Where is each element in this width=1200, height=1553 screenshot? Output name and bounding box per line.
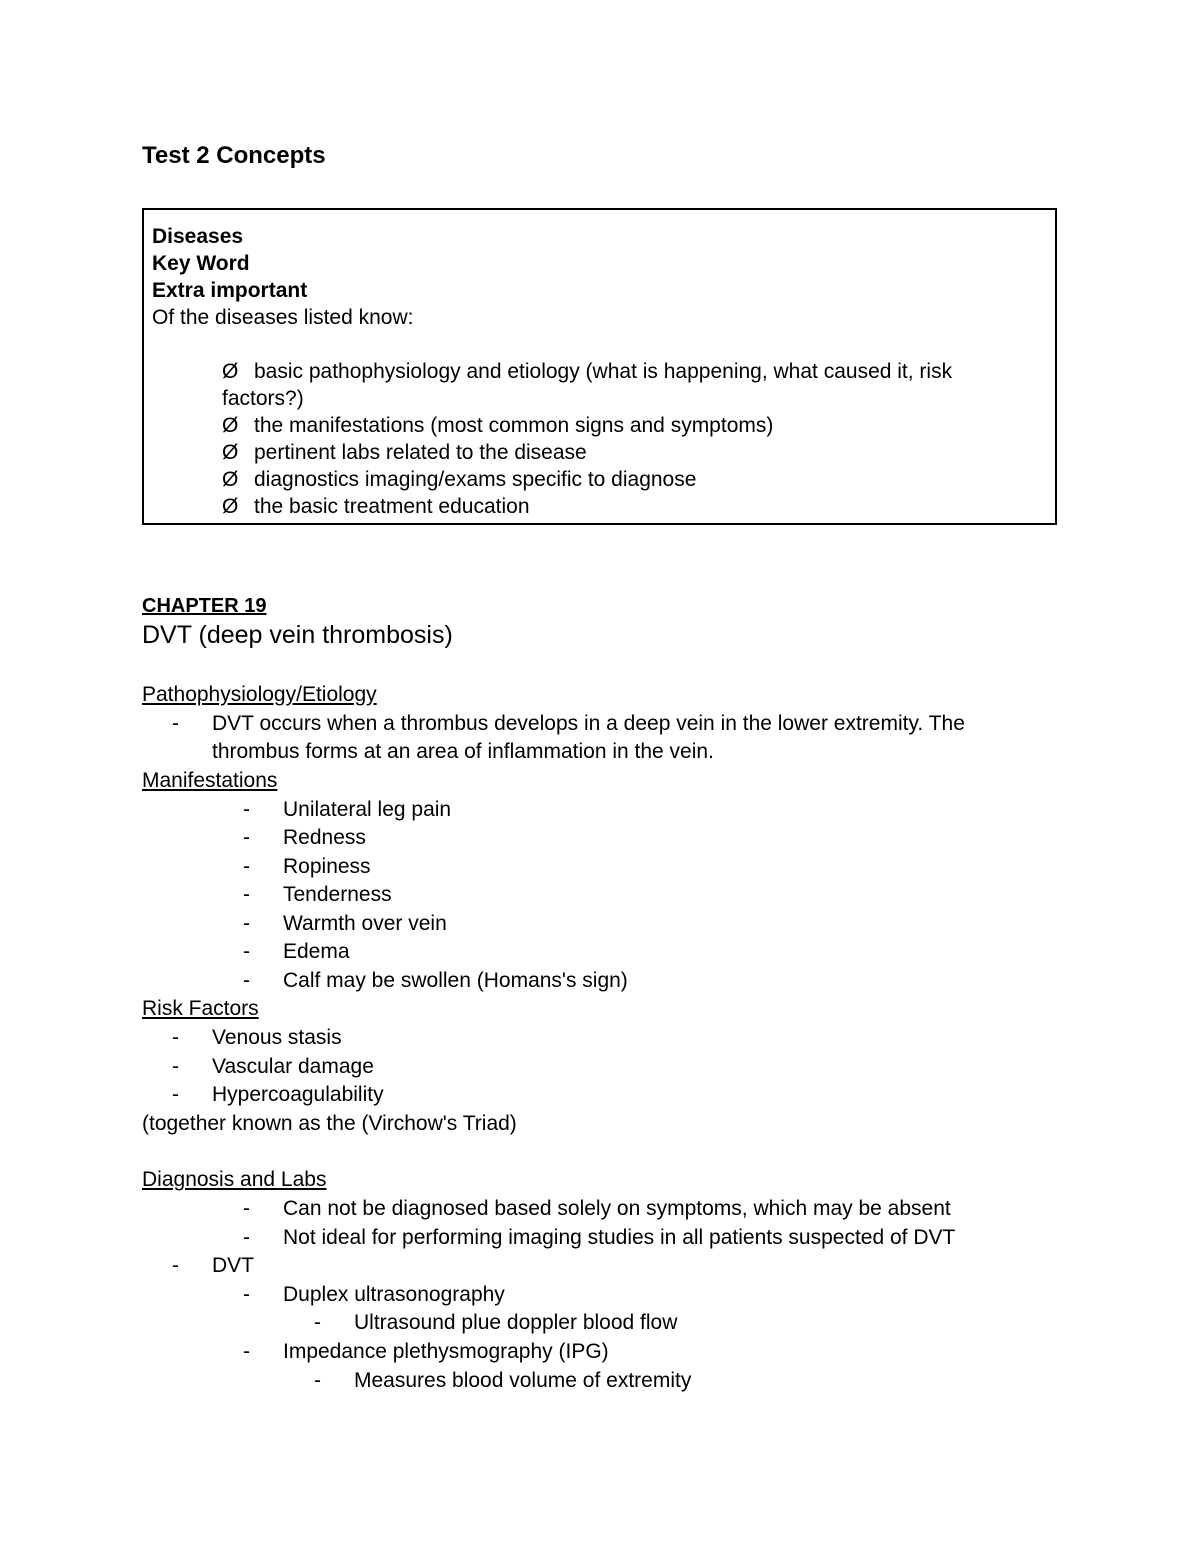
dash-bullet: - [243, 1226, 250, 1249]
list-item [172, 710, 965, 738]
list-item-text: Ropiness [283, 855, 371, 878]
list-item-text: Can not be diagnosed based solely on symptoms, which may be absent [283, 1197, 951, 1220]
list-item-text: Unilateral leg pain [283, 798, 452, 821]
list-item-text: Ultrasound plue doppler blood flow [354, 1311, 678, 1334]
disease-title: DVT (deep vein thrombosis) [142, 621, 453, 649]
empty-set-bullet-icon: Ø [222, 441, 239, 464]
empty-set-bullet-icon: Ø [222, 414, 239, 437]
list-item [172, 1024, 342, 1052]
list-item [314, 1367, 691, 1395]
list-item [314, 1309, 677, 1337]
dash-bullet: - [243, 1283, 250, 1306]
section-heading-pathophysiology: Pathophysiology/Etiology [142, 683, 377, 706]
criteria-item [222, 412, 773, 439]
list-item [243, 1281, 505, 1309]
dash-bullet: - [243, 1340, 250, 1363]
list-item-text: DVT occurs when a thrombus develops in a deep vein in the lower extremity. The [212, 712, 965, 735]
list-item [243, 824, 366, 852]
legend-intro: Of the diseases listed know: [152, 306, 414, 329]
dash-bullet: - [243, 912, 250, 935]
list-item-text: Duplex ultrasonography [283, 1283, 505, 1306]
criteria-text: the basic treatment education [254, 495, 530, 518]
section-heading-risk-factors: Risk Factors [142, 997, 259, 1020]
dash-bullet: - [243, 1197, 250, 1220]
criteria-item [222, 439, 587, 466]
list-item [243, 938, 350, 966]
list-item [243, 1195, 951, 1223]
dash-bullet: - [314, 1369, 321, 1392]
list-item-continuation: thrombus forms at an area of inflammation in the vein. [212, 740, 714, 763]
criteria-item [222, 358, 952, 385]
list-item-text: Edema [283, 940, 350, 963]
criteria-item [222, 493, 530, 520]
dash-bullet: - [243, 855, 250, 878]
criteria-text: factors?) [222, 387, 304, 410]
empty-set-bullet-icon: Ø [222, 360, 239, 383]
list-item-text: Vascular damage [212, 1055, 374, 1078]
list-item-text: Measures blood volume of extremity [354, 1369, 692, 1392]
legend-extra-important: Extra important [152, 279, 308, 302]
list-item [243, 796, 451, 824]
dash-bullet: - [243, 826, 250, 849]
list-item-text: Hypercoagulability [212, 1083, 384, 1106]
list-item-text: Warmth over vein [283, 912, 447, 935]
list-item-text: DVT [212, 1254, 254, 1277]
list-item-text: Redness [283, 826, 366, 849]
criteria-continuation [222, 385, 304, 412]
section-heading-manifestations: Manifestations [142, 769, 278, 792]
list-item [243, 910, 447, 938]
risk-note: (together known as the (Virchow's Triad) [142, 1112, 517, 1135]
section-heading-diagnosis-labs: Diagnosis and Labs [142, 1168, 327, 1191]
criteria-text: pertinent labs related to the disease [254, 441, 587, 464]
list-item-text: Calf may be swollen (Homans's sign) [283, 969, 628, 992]
legend-box [142, 208, 1057, 525]
list-item [243, 1224, 955, 1252]
dash-bullet: - [172, 1055, 179, 1078]
dash-bullet: - [172, 712, 179, 735]
list-item [243, 967, 628, 995]
dash-bullet: - [243, 940, 250, 963]
dash-bullet: - [172, 1254, 179, 1277]
dash-bullet: - [172, 1026, 179, 1049]
dash-bullet: - [243, 798, 250, 821]
empty-set-bullet-icon: Ø [222, 495, 239, 518]
legend-key-word: Key Word [152, 252, 250, 275]
chapter-heading: CHAPTER 19 [142, 595, 267, 617]
list-item-text: Impedance plethysmography (IPG) [283, 1340, 609, 1363]
list-item [172, 1081, 384, 1109]
list-item-text: Venous stasis [212, 1026, 342, 1049]
list-item [172, 1053, 374, 1081]
dash-bullet: - [314, 1311, 321, 1334]
dash-bullet: - [172, 1083, 179, 1106]
dash-bullet: - [243, 969, 250, 992]
list-item-text: Tenderness [283, 883, 392, 906]
criteria-item [222, 466, 696, 493]
list-item [243, 881, 392, 909]
document-title: Test 2 Concepts [142, 142, 326, 169]
list-item-text: Not ideal for performing imaging studies in all patients suspected of DVT [283, 1226, 956, 1249]
empty-set-bullet-icon: Ø [222, 468, 239, 491]
criteria-text: the manifestations (most common signs and symptoms) [254, 414, 774, 437]
dash-bullet: - [243, 883, 250, 906]
legend-diseases: Diseases [152, 225, 244, 248]
criteria-text: basic pathophysiology and etiology (what is happening, what caused it, risk [254, 360, 953, 383]
list-item [243, 1338, 609, 1366]
list-item [243, 853, 371, 881]
criteria-text: diagnostics imaging/exams specific to diagnose [254, 468, 697, 491]
list-item [172, 1252, 254, 1280]
